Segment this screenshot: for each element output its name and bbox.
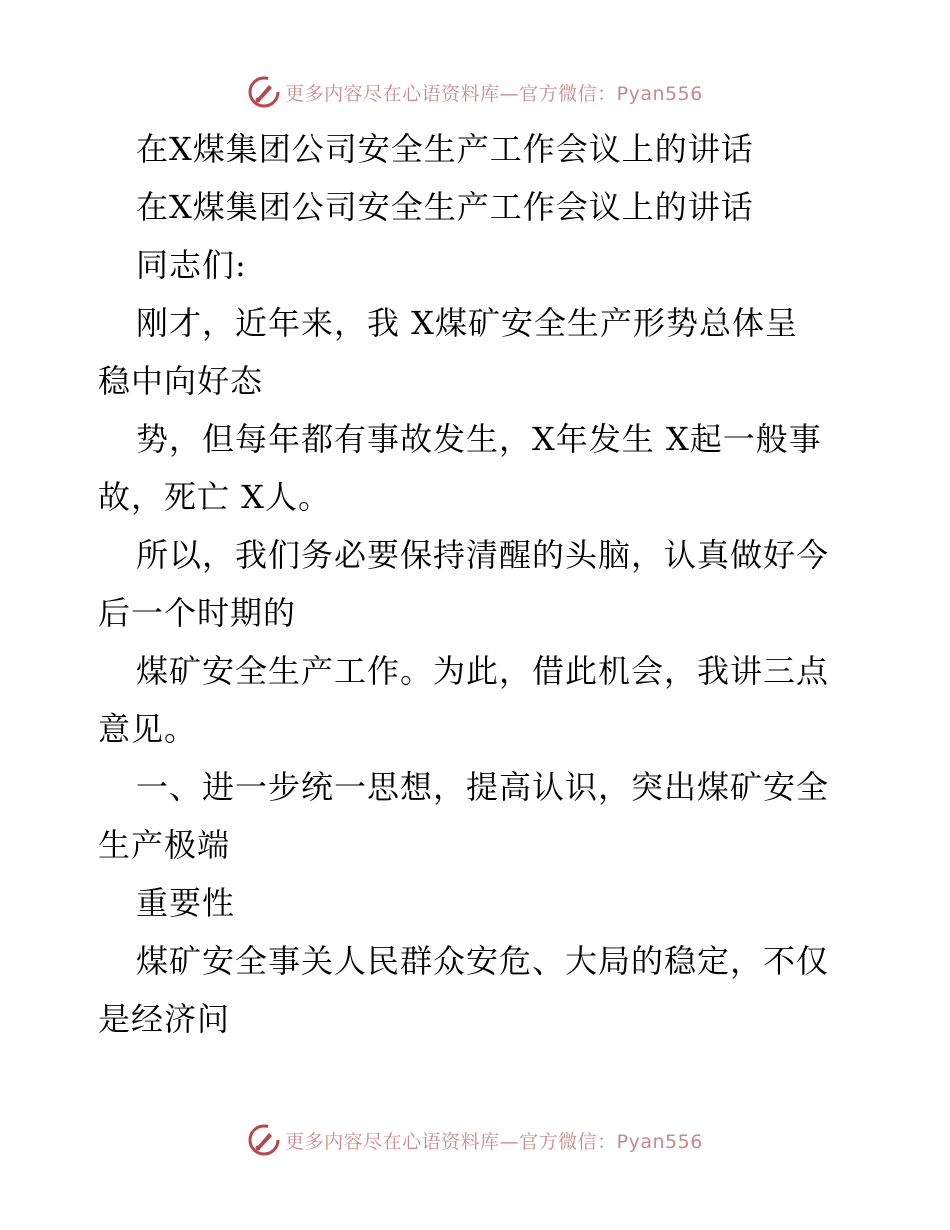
watermark-text: 更多内容尽在心语资料库—官方微信：Pyan556 xyxy=(285,1130,703,1153)
paragraph-line: 同志们: xyxy=(136,246,247,284)
paragraph-line: 后一个时期的 xyxy=(98,594,297,632)
paragraph-line: 生产极端 xyxy=(98,826,231,864)
paragraph-line: 稳中向好态 xyxy=(98,362,264,400)
brush-logo-icon xyxy=(247,75,281,109)
paragraph-line: 在X煤集团公司安全生产工作会议上的讲话 xyxy=(136,188,754,226)
paragraph-line: 势，但每年都有事故发生，X年发生 X起一般事 xyxy=(136,420,822,458)
header-watermark-banner xyxy=(0,72,950,112)
paragraph-line: 在X煤集团公司安全生产工作会议上的讲话 xyxy=(136,130,754,168)
paragraph-line: 刚才，近年来，我 X煤矿安全生产形势总体呈 xyxy=(136,304,798,342)
watermark-text: 更多内容尽在心语资料库—官方微信：Pyan556 xyxy=(285,82,703,105)
paragraph-line: 一、进一步统一思想，提高认识，突出煤矿安全 xyxy=(136,768,830,806)
paragraph-line: 所以，我们务必要保持清醒的头脑，认真做好今 xyxy=(136,536,830,574)
paragraph-line: 重要性 xyxy=(136,884,236,922)
paragraph-line: 煤矿安全事关人民群众安危、大局的稳定，不仅 xyxy=(136,942,830,980)
paragraph-line: 是经济问 xyxy=(98,1000,231,1038)
paragraph-line: 故，死亡 X人。 xyxy=(98,478,331,516)
paragraph-line: 煤矿安全生产工作。为此，借此机会，我讲三点 xyxy=(136,652,830,690)
document-body xyxy=(98,120,858,1048)
paragraph-line: 意见。 xyxy=(98,710,198,748)
footer-watermark-banner xyxy=(0,1120,950,1160)
brush-logo-icon xyxy=(247,1123,281,1157)
